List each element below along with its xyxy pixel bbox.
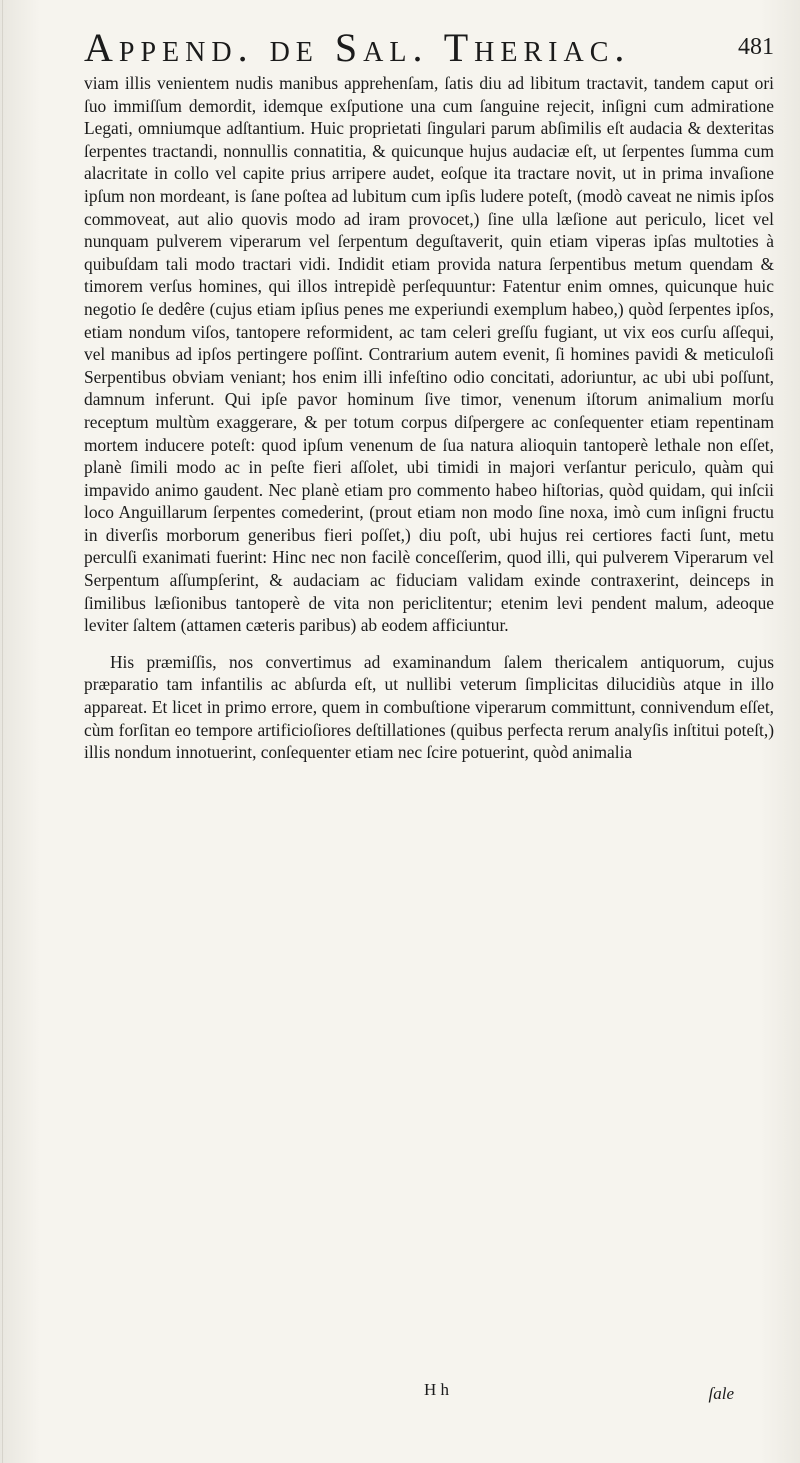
page-number: 481 — [738, 34, 774, 60]
page-edge-shadow — [2, 0, 3, 1463]
paragraph-1: viam illis venientem nudis manibus apprehenſam, ſatis diu ad libitum tractavit, tandem caput ori ſuo immiſſum demordit, idemque exſputione una cum ſanguine rejecit, inſigni cum admiratione Legati, omniumque adſtantium. Huic proprietati ſingulari parum abſimilis eſt audacia & dexteritas ſerpentes tractandi, nonnullis connatitia, & quicunque hujus audaciæ eſt, ut ſerpentes ſumma cum alacritate in collo vel capite prius arripere audet, eoſque ita tractare novit, ut in prima invaſione ipſum non mordeant, is ſane poſtea ad lubitum cum ipſis ludere poteſt, (modò caveat ne nimis ipſos commoveat, aut alio quovis modo ad iram provocet,) ſine ulla læſione aut periculo, licet vel nunquam pulverem viperarum vel ſerpentum deguſtaverit, quin etiam viperas ipſas multoties à quibuſdam tali modo tractari vidi. Indidit etiam provida natura ſerpentibus metum quendam & timorem verſus homines, qui illos intrepidè perſequuntur: Fatentur enim omnes, quicunque huic negotio ſe dedêre (cujus etiam ipſius penes me experiundi exemplum habeo,) quòd ſerpentes ipſos, etiam nondum viſos, tantopere reformident, ac tam celeri greſſu fugiant, ut vix eos curſu aſſequi, vel manibus ad ipſos pertingere poſſint. Contrarium autem evenit, ſi homines pavidi & meticuloſi Serpentibus obviam veniant; hos enim illi infeſtino odio concitati, adoriuntur, ac ubi ubi poſſunt, damnum inferunt. Qui ipſe pavor hominum ſive timor, venenum iſtorum animalium morſu receptum multùm exaggerare, & per totum corpus diſpergere ac conſequenter etiam repentinam mortem inducere poteſt: quod ipſum venenum de ſua natura alioquin tantoperè lethale non eſſet, planè ſimili modo ac in peſte fieri aſſolet, ubi timidi in majori verſantur periculo, quàm qui impavido animo gaudent. Nec planè etiam pro commento habeo hiſtorias, quòd quidam, qui inſcii loco Anguillarum ſerpentes comederint, (prout etiam non modo ſine noxa, imò cum inſigni fructu in diverſis morborum generibus fieri poſſet,) diu poſt, ubi hujus rei certiores facti ſunt, metu perculſi exanimati fuerint: Hinc nec non facilè conceſſerim, quod illi, qui pulverem Viperarum vel Serpentum aſſumpſerint, & audaciam ac fiduciam validam exinde contraxerint, deinceps in ſimilibus læſionibus tantoperè de vita non periclitentur; etenim levi pendent malum, adeoque leviter ſaltem (attamen cæteris paribus) ab eodem afficiuntur. — [84, 73, 774, 636]
page-footer — [84, 1380, 774, 1410]
page-header — [84, 24, 774, 72]
catchword: ſale — [708, 1384, 734, 1403]
body-text — [84, 72, 774, 764]
paragraph-2: His præmiſſis, nos convertimus ad examinandum ſalem thericalem antiquorum, cujus præparatio tam infantilis ac abſurda eſt, ut nullibi veterum ſimplicitas dilucidiùs atque in illo appareat. Et licet in primo errore, quem in combuſtione viperarum committunt, connivendum eſſet, cùm forſitan eo tempore artificioſiores deſtillationes (quibus perfecta rerum analyſis inſtitui poteſt,) illis nondum innotuerint, conſequenter etiam nec ſcire potuerint, quòd animalia — [84, 651, 774, 763]
running-title: Append. de Sal. Theriac. — [84, 25, 631, 70]
signature-mark: H h — [424, 1380, 450, 1399]
